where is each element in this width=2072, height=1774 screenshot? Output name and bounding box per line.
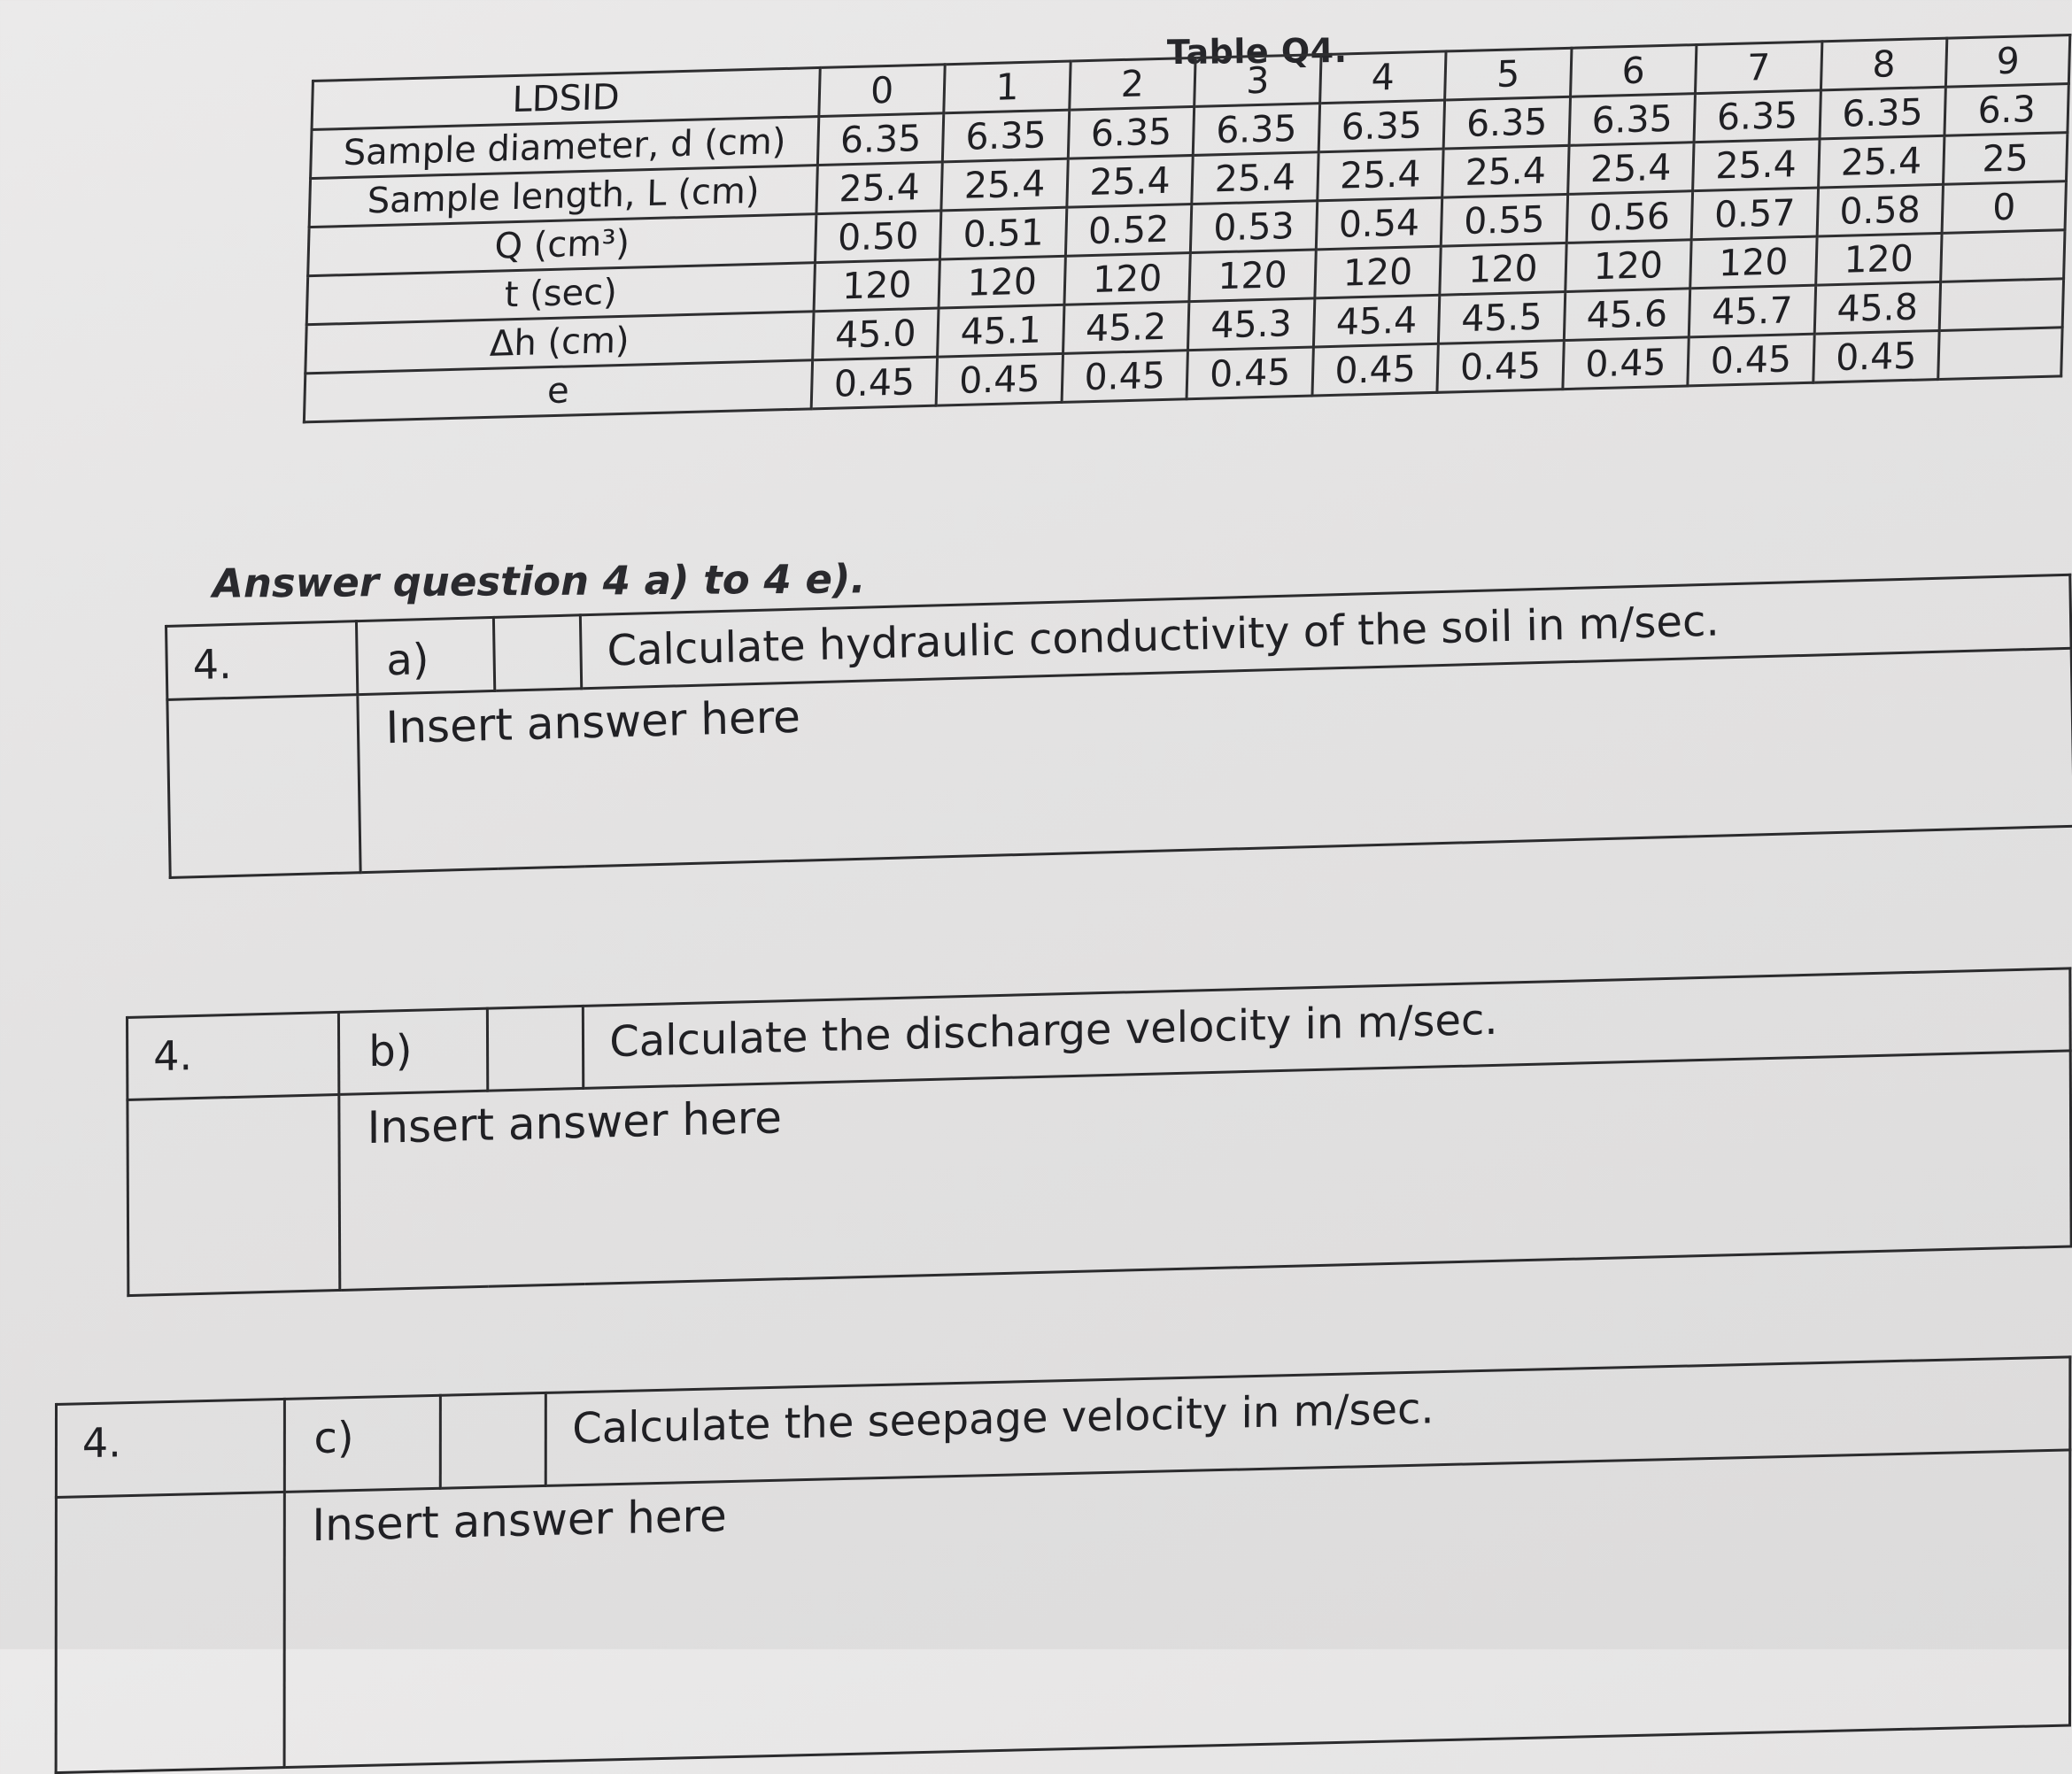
- table-cell: 25.4: [1818, 135, 1944, 188]
- answer-field-4c[interactable]: [284, 1450, 2070, 1768]
- question-4b-box: [126, 967, 2072, 1297]
- question-4c-box: [55, 1355, 2072, 1774]
- table-cell: 45.3: [1188, 298, 1315, 351]
- table-cell: 0.54: [1316, 197, 1442, 250]
- table-cell: 120: [1565, 240, 1691, 292]
- table-cell: 45.8: [1814, 282, 1941, 334]
- table-cell: 25.4: [1192, 152, 1318, 204]
- table-cell: 8: [1821, 38, 1947, 90]
- table-cell: 0.45: [1813, 330, 1939, 382]
- table-cell: 45.4: [1313, 295, 1440, 347]
- table-cell: 6.35: [1068, 106, 1194, 158]
- answer-placeholder: Insert answer here: [385, 690, 801, 754]
- table-cell: 120: [1815, 233, 1942, 285]
- table-cell: 6.35: [1694, 90, 1821, 143]
- table-cell: 5: [1445, 48, 1572, 100]
- question-text: Calculate hydraulic conductivity of the soil in m/sec.: [580, 575, 2071, 689]
- table-cell: 25.4: [1442, 145, 1569, 197]
- question-blank-cell: [441, 1392, 546, 1488]
- table-cell: 45.5: [1439, 292, 1566, 344]
- question-letter: c): [284, 1395, 441, 1492]
- table-cell: 9: [1945, 35, 2069, 88]
- table-cell: 0.45: [936, 353, 1063, 405]
- table-cell: 0: [819, 65, 946, 117]
- question-spacer-cell: [56, 1492, 284, 1772]
- table-cell: 120: [1315, 246, 1442, 298]
- row-label: Δh (cm): [305, 312, 814, 374]
- table-cell: 0.56: [1566, 191, 1693, 243]
- table-cell: 120: [1064, 253, 1191, 305]
- question-blank-cell: [494, 615, 582, 691]
- table-cell: 0.45: [1312, 343, 1439, 396]
- table-cell: 45.0: [812, 308, 939, 360]
- row-label: Q (cm³): [308, 214, 816, 276]
- instruction-text: Answer question 4 a) to 4 e).: [212, 555, 866, 607]
- row-label: LDSID: [312, 67, 820, 129]
- table-cell: 2: [1070, 58, 1196, 110]
- question-spacer-cell: [167, 695, 360, 878]
- ldsid-data-table: [303, 34, 2071, 423]
- row-label: e: [304, 360, 812, 422]
- table-cell: 0.45: [1688, 334, 1814, 386]
- ldsid-table-wrapper: [303, 34, 2071, 423]
- table-cell: 25.4: [1317, 149, 1443, 201]
- table-cell: 25.4: [941, 158, 1068, 211]
- table-cell: 0.52: [1065, 204, 1192, 257]
- table-cell: 0.45: [1187, 347, 1313, 399]
- table-cell: 6.35: [817, 113, 944, 166]
- row-label: t (sec): [306, 263, 815, 325]
- table-cell: 0.51: [940, 207, 1067, 259]
- question-blank-cell: [487, 1006, 584, 1091]
- table-cell: 0.58: [1817, 184, 1944, 236]
- table-cell: 25.4: [1693, 139, 1820, 191]
- table-cell: 6.35: [943, 110, 1070, 162]
- table-cell: 1: [944, 61, 1071, 113]
- table-cell: 0.53: [1191, 201, 1318, 253]
- table-cell: 0.50: [815, 211, 941, 263]
- table-title: Table Q4.: [1166, 30, 1348, 73]
- table-cell: [1941, 230, 2065, 282]
- table-cell: 6.35: [1194, 104, 1320, 156]
- question-text: Calculate the seepage velocity in m/sec.: [546, 1357, 2070, 1486]
- question-number: 4.: [128, 1012, 340, 1099]
- table-cell: 0.45: [811, 357, 938, 409]
- question-number: 4.: [56, 1399, 284, 1497]
- table-cell: 45.2: [1063, 302, 1189, 354]
- table-cell: 0: [1942, 181, 2066, 234]
- table-cell: 0.45: [1062, 351, 1188, 403]
- question-letter: b): [339, 1008, 488, 1094]
- table-cell: [1939, 279, 2063, 331]
- table-cell: 25.4: [816, 162, 943, 214]
- table-cell: 4: [1319, 51, 1446, 104]
- question-spacer-cell: [128, 1094, 340, 1295]
- table-cell: 0.45: [1437, 341, 1564, 393]
- table-cell: 25.4: [1567, 143, 1694, 195]
- table-cell: 6.35: [1569, 94, 1696, 146]
- table-cell: [1938, 328, 2062, 380]
- row-label: Sample diameter, d (cm): [311, 117, 819, 179]
- table-cell: 0.57: [1691, 188, 1818, 240]
- table-cell: 3: [1194, 55, 1321, 107]
- table-cell: 6.35: [1820, 87, 1946, 139]
- table-cell: 120: [814, 259, 940, 312]
- question-text: Calculate the discharge velocity in m/sec.: [584, 968, 2071, 1089]
- table-cell: 6.3: [1944, 84, 2068, 136]
- question-4a-box: [165, 574, 2072, 879]
- table-cell: 6.35: [1443, 96, 1570, 149]
- table-cell: 6: [1570, 45, 1697, 97]
- table-cell: 120: [1189, 250, 1316, 302]
- table-cell: 25: [1944, 133, 2068, 185]
- table-cell: 45.7: [1689, 285, 1815, 337]
- table-cell: 25.4: [1067, 155, 1194, 207]
- table-cell: 0.45: [1563, 337, 1689, 390]
- table-cell: 120: [1690, 236, 1817, 289]
- row-label: Sample length, L (cm): [309, 166, 817, 228]
- table-cell: 45.6: [1564, 289, 1690, 341]
- answer-placeholder: Insert answer here: [312, 1490, 727, 1552]
- answer-placeholder: Insert answer here: [367, 1091, 783, 1154]
- table-cell: 45.1: [938, 305, 1064, 357]
- table-cell: 0.55: [1441, 194, 1567, 246]
- table-cell: 7: [1696, 42, 1822, 94]
- table-cell: 120: [939, 256, 1065, 308]
- question-number: 4.: [166, 621, 358, 700]
- table-cell: 120: [1440, 243, 1566, 295]
- table-cell: 6.35: [1318, 100, 1445, 152]
- question-letter: a): [356, 617, 495, 694]
